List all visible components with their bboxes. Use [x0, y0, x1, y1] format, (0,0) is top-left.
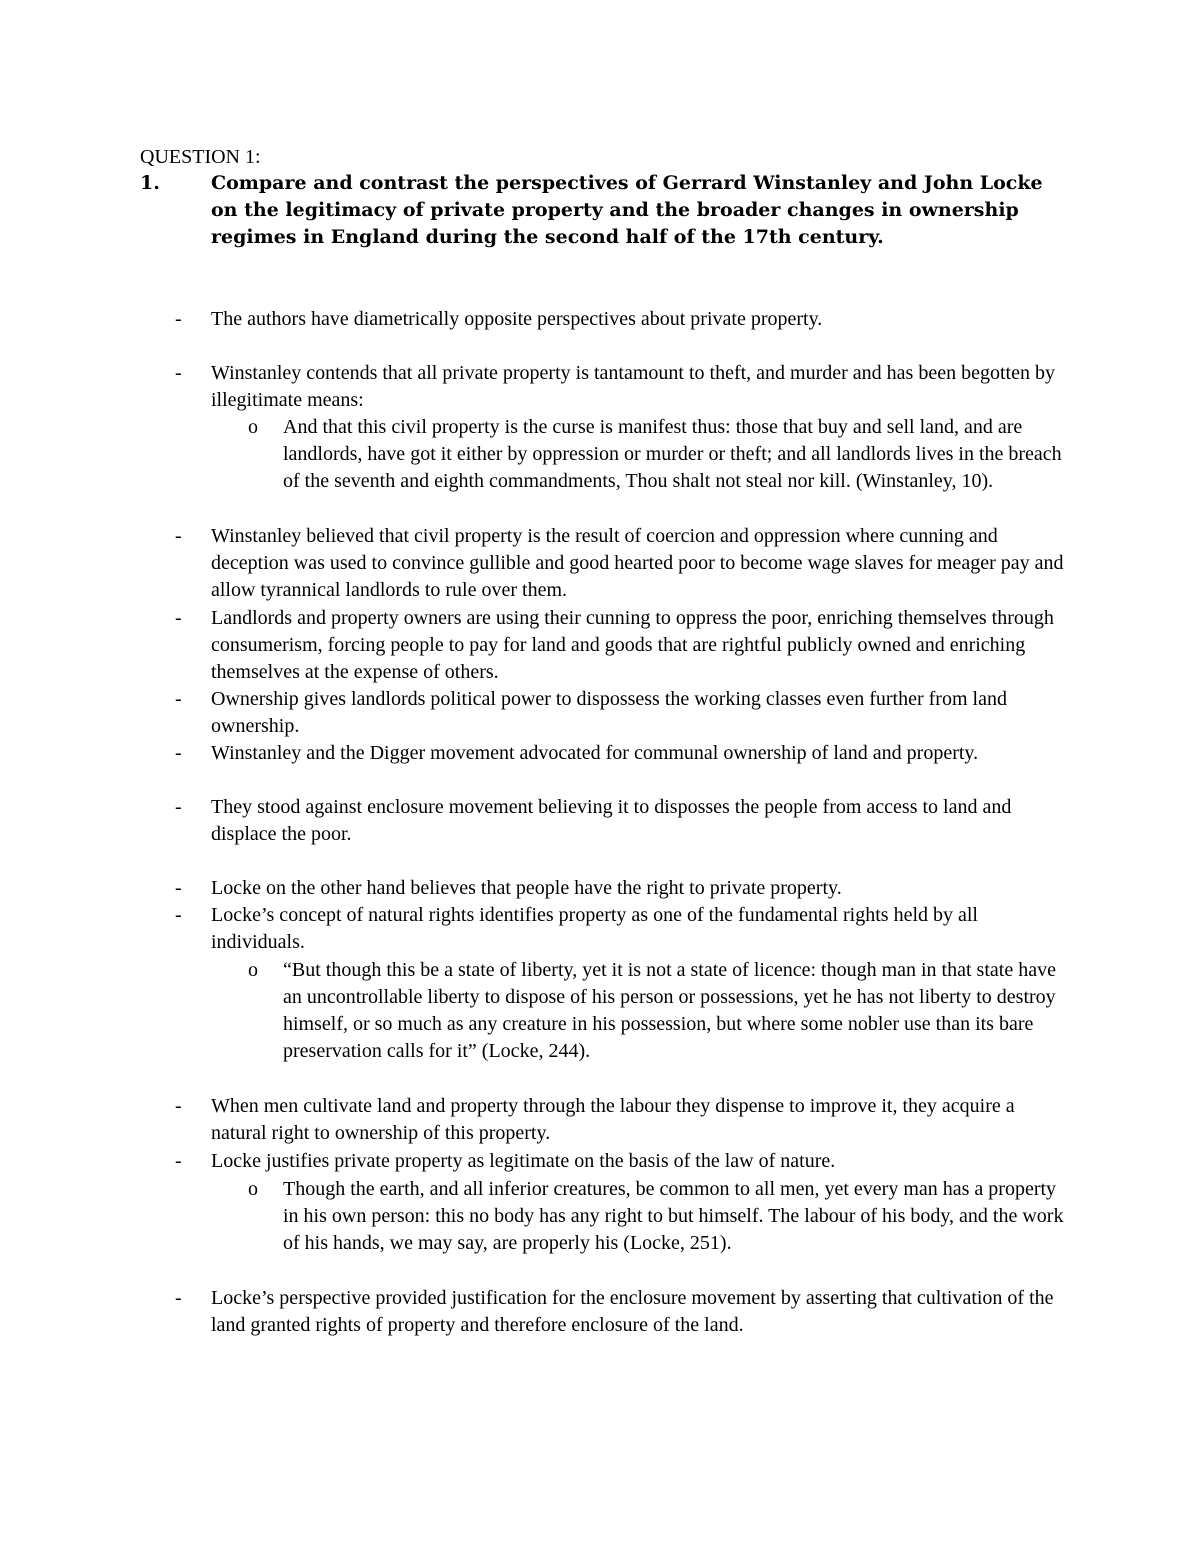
bullet-text: Winstanley believed that civil property is the result of coercion and oppression where cunning and deception was used to convince gullible and good hearted poor to become wage slaves for meager pay and allow tyrannical landlords to rule over them. — [211, 525, 1064, 601]
bullet-item — [175, 605, 1070, 686]
dash-marker: - — [175, 607, 182, 629]
bullet-item — [175, 306, 1070, 333]
dash-marker: - — [175, 1287, 182, 1309]
bullet-item — [175, 523, 1070, 604]
question-number: 1. — [140, 172, 160, 194]
quote-text: “But though this be a state of liberty, yet it is not a state of licence: though man in that state have an uncontrollable liberty to dispose of his person or possessions, yet he has not liberty to destroy himself, or so much as any creature in his possession, but where some nobler use than its bare preservation calls for it” (Locke, 244). — [283, 959, 1056, 1062]
bullet-text: Locke’s perspective provided justification for the enclosure movement by asserting that cultivation of the land granted rights of property and therefore enclosure of the land. — [211, 1287, 1054, 1336]
dash-marker: - — [175, 742, 182, 764]
bullet-item — [175, 740, 1070, 767]
bullet-item — [175, 1093, 1070, 1147]
bullet-text: The authors have diametrically opposite perspectives about private property. — [211, 308, 823, 330]
bullet-item — [175, 360, 1070, 414]
dash-marker: - — [175, 877, 182, 899]
bullet-item — [175, 902, 1070, 956]
bullet-item — [175, 794, 1070, 848]
circle-marker: o — [248, 416, 258, 438]
dash-marker: - — [175, 525, 182, 547]
dash-marker: - — [175, 904, 182, 926]
question-text: Compare and contrast the perspectives of Gerrard Winstanley and John Locke on the legitimacy of private property and the broader changes in ownership regimes in England during the second half of the 17th century. — [211, 172, 1043, 248]
quote-item — [248, 957, 1070, 1065]
dash-marker: - — [175, 1150, 182, 1172]
circle-marker: o — [248, 959, 258, 981]
dash-marker: - — [175, 362, 182, 384]
dash-marker: - — [175, 796, 182, 818]
bullet-text: Landlords and property owners are using their cunning to oppress the poor, enriching themselves through consumerism, forcing people to pay for land and goods that are rightful publicly owned and enriching themselves at the expense of others. — [211, 607, 1054, 683]
question-heading: QUESTION 1: — [140, 146, 261, 168]
quote-text: And that this civil property is the curse is manifest thus: those that buy and sell land, and are landlords, have got it either by oppression or murder or theft; and all landlords lives in the breach of the seventh and eighth commandments, Thou shalt not steal nor kill. (Winstanley, 10). — [283, 416, 1062, 492]
circle-marker: o — [248, 1178, 258, 1200]
bullet-item — [175, 1148, 1070, 1175]
quote-text: Though the earth, and all inferior creatures, be common to all men, yet every man has a property in his own person: this no body has any right to but himself. The labour of his body, and the work of his hands, we may say, are properly his (Locke, 251). — [283, 1178, 1064, 1254]
bullet-text: Ownership gives landlords political power to dispossess the working classes even further from land ownership. — [211, 688, 1007, 737]
bullet-text: Winstanley contends that all private property is tantamount to theft, and murder and has been begotten by illegitimate means: — [211, 362, 1055, 411]
dash-marker: - — [175, 1095, 182, 1117]
bullet-text: Locke justifies private property as legitimate on the basis of the law of nature. — [211, 1150, 836, 1172]
bullet-item — [175, 875, 1070, 902]
bullet-text: They stood against enclosure movement believing it to disposses the people from access to land and displace the poor. — [211, 796, 1012, 845]
bullet-text: Winstanley and the Digger movement advocated for communal ownership of land and property. — [211, 742, 979, 764]
quote-item — [248, 414, 1070, 495]
question-prompt — [140, 170, 1070, 251]
bullet-text: Locke’s concept of natural rights identifies property as one of the fundamental rights held by all individuals. — [211, 904, 978, 953]
dash-marker: - — [175, 308, 182, 330]
bullet-item — [175, 1285, 1070, 1339]
dash-marker: - — [175, 688, 182, 710]
bullet-text: When men cultivate land and property through the labour they dispense to improve it, they acquire a natural right to ownership of this property. — [211, 1095, 1015, 1144]
bullet-item — [175, 686, 1070, 740]
quote-item — [248, 1176, 1070, 1257]
bullet-text: Locke on the other hand believes that people have the right to private property. — [211, 877, 842, 899]
